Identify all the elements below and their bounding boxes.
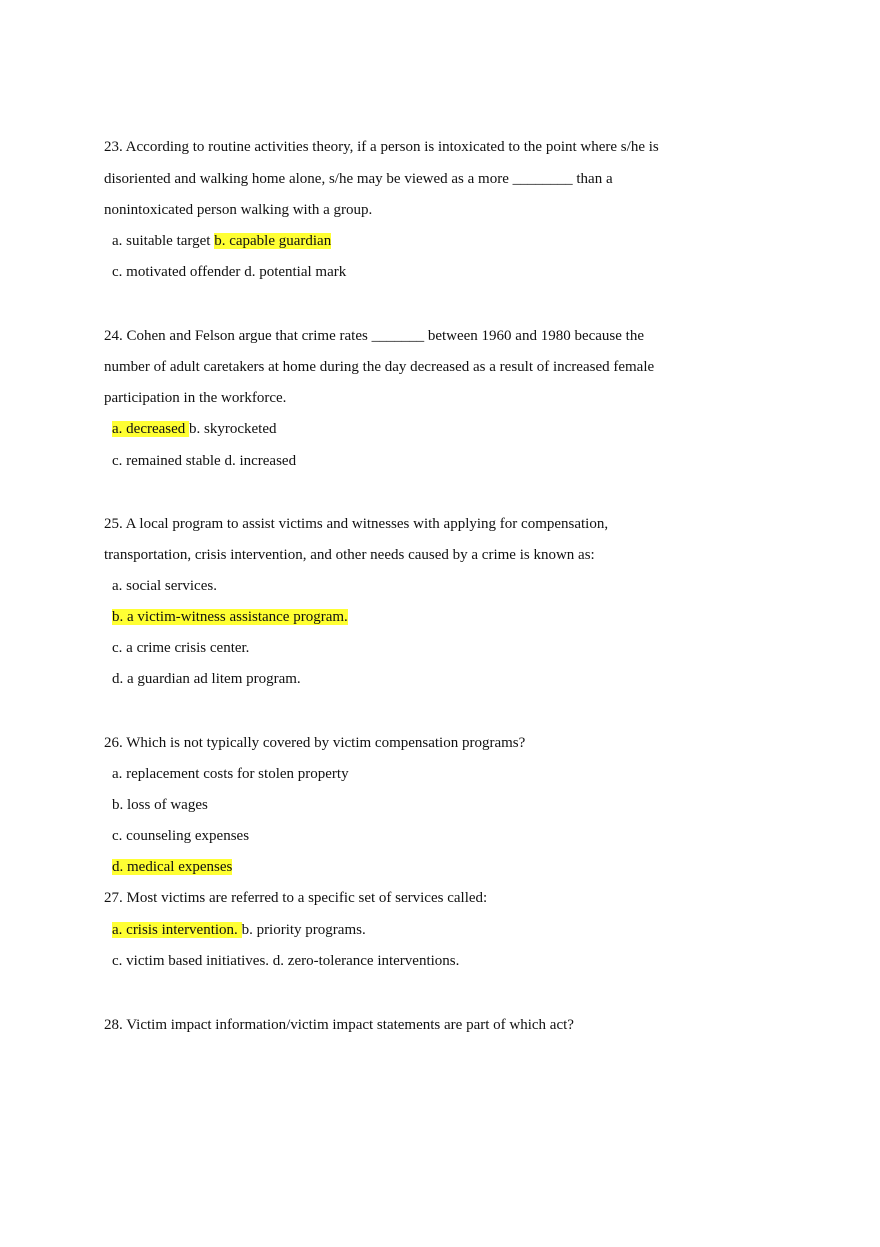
q26-option-b: b. loss of wages [112, 797, 208, 813]
q24-stem-line-2: number of adult caretakers at home during the day decreased as a result of increased female [104, 359, 655, 375]
q25-stem-line-1: 25. A local program to assist victims and witnesses with applying for compensation, [104, 516, 609, 532]
q24-option-b: b. skyrocketed [189, 421, 277, 437]
q23-options-row-1 [112, 232, 331, 250]
q23-stem-line-3: nonintoxicated person walking with a group. [104, 202, 373, 218]
q23-stem-line-1: 23. According to routine activities theory, if a person is intoxicated to the point where s/he is [104, 139, 659, 155]
q26-option-d-row [112, 858, 232, 876]
q24-options-row-1 [112, 420, 277, 438]
q25-option-a: a. social services. [112, 578, 217, 594]
q26-stem: 26. Which is not typically covered by victim compensation programs? [104, 735, 526, 751]
q23-option-a: a. suitable target [112, 233, 215, 249]
q23-stem-line-2: disoriented and walking home alone, s/he may be viewed as a more ________ than a [104, 171, 613, 187]
q24-option-a-highlighted: a. decreased [112, 421, 190, 437]
q27-option-c: c. victim based initiatives. [112, 953, 273, 969]
q24-stem-line-1: 24. Cohen and Felson argue that crime rates _______ between 1960 and 1980 because the [104, 328, 644, 344]
q26-option-c: c. counseling expenses [112, 828, 250, 844]
q23-option-b-highlighted: b. capable guardian [214, 233, 332, 249]
q25-stem-line-2: transportation, crisis intervention, and other needs caused by a crime is known as: [104, 547, 595, 563]
q27-stem: 27. Most victims are referred to a specific set of services called: [104, 890, 488, 906]
q26-option-d-highlighted: d. medical expenses [112, 859, 233, 875]
q28-stem: 28. Victim impact information/victim impact statements are part of which act? [104, 1017, 574, 1033]
q25-option-d: d. a guardian ad litem program. [112, 671, 301, 687]
q23-options-row-2 [112, 263, 346, 281]
q27-option-d: d. zero-tolerance interventions. [272, 953, 460, 969]
q27-options-row-2 [112, 952, 459, 970]
q25-option-b-highlighted: b. a victim-witness assistance program. [112, 609, 348, 625]
q23-option-d: d. potential mark [244, 264, 347, 280]
q26-option-a: a. replacement costs for stolen property [112, 766, 349, 782]
q24-option-c: c. remained stable [112, 453, 225, 469]
q27-option-a-highlighted: a. crisis intervention. [112, 922, 242, 938]
q24-stem-line-3: participation in the workforce. [104, 390, 287, 406]
q25-option-c: c. a crime crisis center. [112, 640, 250, 656]
q24-option-d: d. increased [224, 453, 297, 469]
q25-option-b-row [112, 608, 348, 626]
q27-options-row-1 [112, 921, 366, 939]
q23-option-c: c. motivated offender [112, 264, 245, 280]
q24-options-row-2 [112, 452, 296, 470]
q27-option-b: b. priority programs. [241, 922, 366, 938]
